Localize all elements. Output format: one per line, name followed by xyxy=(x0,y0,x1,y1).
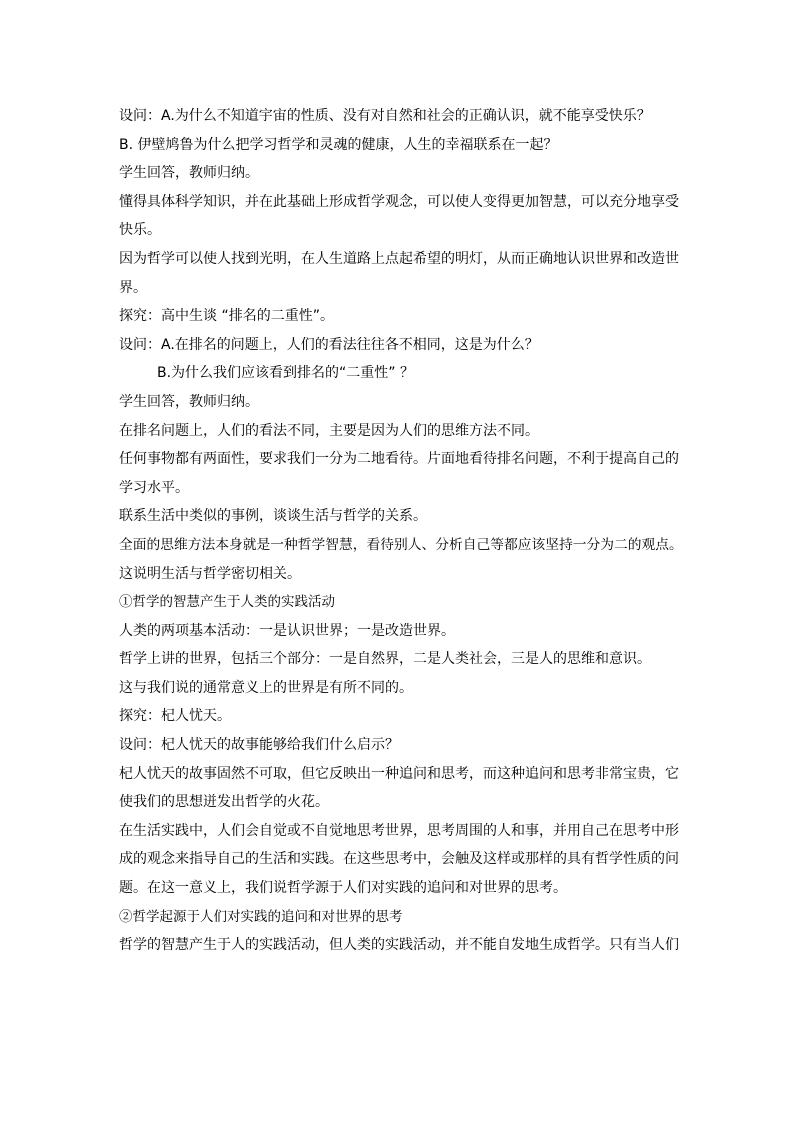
text-line: 在生活实践中，人们会自觉或不自觉地思考世界，思考周围的人和事，并用自己在思考中形 xyxy=(119,822,679,839)
section-heading: ②哲学起源于人们对实践的追问和对世界的思考 xyxy=(119,908,403,925)
text-line: 探究：杞人忧天。 xyxy=(119,708,231,725)
text-line: 界。 xyxy=(119,279,147,296)
text-line: 懂得具体科学知识，并在此基础上形成哲学观念，可以使人变得更加智慧，可以充分地享受 xyxy=(119,193,679,210)
text-line: B.为什么我们应该看到排名的“二重性” ？ xyxy=(157,365,415,382)
text-line: 这说明生活与哲学密切相关。 xyxy=(119,565,301,582)
text-line: 任何事物都有两面性，要求我们一分为二地看待。片面地看待排名问题，不利于提高自己的 xyxy=(119,451,679,468)
text-line: 哲学上讲的世界，包括三个部分：一是自然界，二是人类社会，三是人的思维和意识。 xyxy=(119,651,651,668)
text-line: 快乐。 xyxy=(119,222,161,239)
text-line: 全面的思维方法本身就是一种哲学智慧，看待别人、分析自己等都应该坚持一分为二的观点。 xyxy=(119,536,683,553)
text-line: 这与我们说的通常意义上的世界是有所不同的。 xyxy=(119,679,413,696)
text-line: 人类的两项基本活动：一是认识世界；一是改造世界。 xyxy=(119,622,455,639)
text-line: 设问：A.在排名的问题上，人们的看法往往各不相同，这是为什么？ xyxy=(119,336,539,353)
text-line: 学习水平。 xyxy=(119,479,189,496)
text-line: 探究：高中生谈 “排名的二重性”。 xyxy=(119,308,334,325)
text-line: 学生回答，教师归纳。 xyxy=(119,165,259,182)
text-line: 联系生活中类似的事例，谈谈生活与哲学的关系。 xyxy=(119,508,427,525)
text-line: 使我们的思想迸发出哲学的火花。 xyxy=(119,794,329,811)
text-line: 成的观念来指导自己的生活和实践。在这些思考中，会触及这样或那样的具有哲学性质的问 xyxy=(119,851,679,868)
text-line: 哲学的智慧产生于人的实践活动，但人类的实践活动，并不能自发地生成哲学。只有当人们 xyxy=(119,937,679,954)
text-line: 杞人忧天的故事固然不可取，但它反映出一种追问和思考，而这种追问和思考非常宝贵，它 xyxy=(119,765,679,782)
text-line: 题。在这一意义上，我们说哲学源于人们对实践的追问和对世界的思考。 xyxy=(119,880,567,897)
text-line: 设问：A.为什么不知道宇宙的性质、没有对自然和社会的正确认识，就不能享受快乐？ xyxy=(119,108,651,124)
text-line: 在排名问题上，人们的看法不同，主要是因为人们的思维方法不同。 xyxy=(119,422,539,439)
text-line: 因为哲学可以使人找到光明，在人生道路上点起希望的明灯，从而正确地认识世界和改造世 xyxy=(119,250,679,267)
text-line: 设问：杞人忧天的故事能够给我们什么启示？ xyxy=(119,737,399,754)
document-body xyxy=(119,102,683,960)
section-heading: ①哲学的智慧产生于人类的实践活动 xyxy=(119,594,335,611)
text-line: B. 伊壁鸠鲁为什么把学习哲学和灵魂的健康，人生的幸福联系在一起？ xyxy=(119,136,558,153)
text-line: 学生回答，教师归纳。 xyxy=(119,393,259,410)
